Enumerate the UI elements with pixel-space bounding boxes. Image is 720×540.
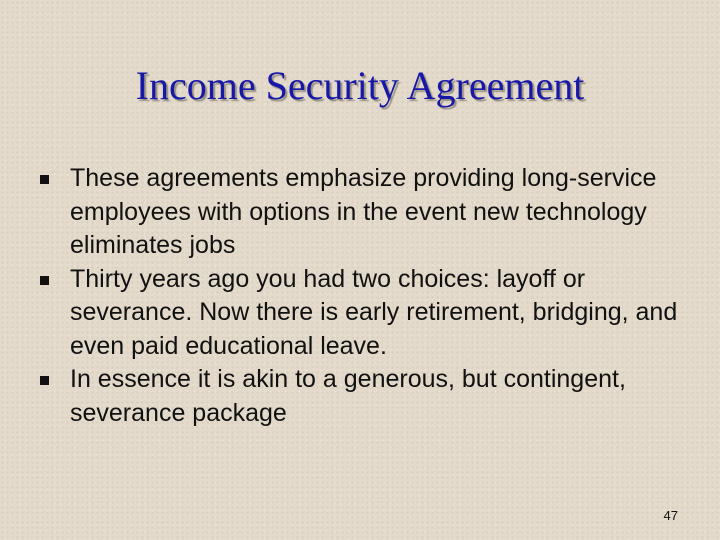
bullet-item [38, 263, 688, 364]
square-bullet-icon [40, 276, 49, 285]
bullet-text: These agreements emphasize providing long-service employees with options in the event new technology eliminates jobs [70, 164, 657, 259]
page-number: 47 [663, 508, 678, 523]
bullet-list [38, 162, 688, 430]
bullet-text: Thirty years ago you had two choices: layoff or severance. Now there is early retirement, bridging, and even paid educational leave. [70, 264, 678, 360]
square-bullet-icon [40, 376, 49, 385]
bullet-item [38, 363, 688, 430]
slide-title: Income Security Agreement [135, 63, 585, 108]
square-bullet-icon [40, 175, 49, 184]
bullet-text: In essence it is akin to a generous, but contingent, severance package [70, 365, 626, 427]
bullet-item [38, 162, 688, 263]
